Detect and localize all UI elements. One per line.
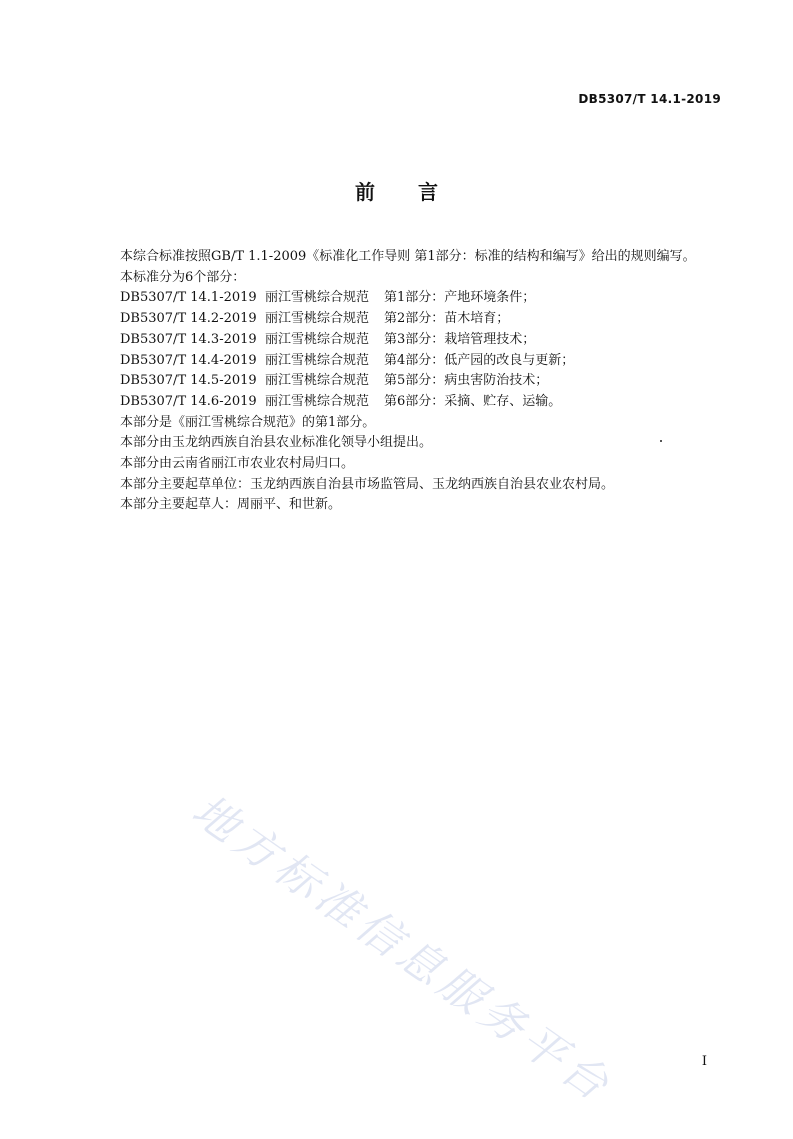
part-code: DB5307/T 14.4-2019 xyxy=(120,352,257,368)
part-series: 丽江雪桃综合规范 xyxy=(265,373,370,389)
page-title: 前 言 xyxy=(355,180,456,204)
speck-mark xyxy=(660,440,662,442)
part-code: DB5307/T 14.6-2019 xyxy=(120,393,257,409)
closing-line-drafting-units: 本部分主要起草单位：玉龙纳西族自治县市场监管局、玉龙纳西族自治县农业农村局。 xyxy=(120,476,615,492)
intro-line: 本综合标准按照GB/T 1.1-2009《标准化工作导则 第1部分：标准的结构和编写》给出的规则编写。 xyxy=(120,249,696,264)
part-row xyxy=(120,330,740,351)
part-series: 丽江雪桃综合规范 xyxy=(265,352,370,368)
part-row xyxy=(120,351,740,372)
part-row xyxy=(120,288,740,309)
part-series: 丽江雪桃综合规范 xyxy=(265,393,370,409)
parts-intro: 本标准分为6个部分： xyxy=(120,269,246,285)
standard-code: DB5307/T 14.1-2019 xyxy=(578,92,721,106)
closing-line-proposed-by: 本部分由玉龙纳西族自治县农业标准化领导小组提出。 xyxy=(120,435,433,451)
part-title: 第4部分：低产园的改良与更新； xyxy=(384,352,575,368)
part-title: 第6部分：采摘、贮存、运输。 xyxy=(384,393,562,409)
part-title: 第3部分：栽培管理技术； xyxy=(384,331,536,347)
part-series: 丽江雪桃综合规范 xyxy=(265,311,370,327)
part-title: 第1部分：产地环境条件； xyxy=(384,290,536,306)
closing-line-drafters: 本部分主要起草人：周丽平、和世新。 xyxy=(120,497,342,513)
part-title: 第2部分：苗木培育； xyxy=(384,311,510,327)
part-code: DB5307/T 14.3-2019 xyxy=(120,331,257,347)
part-series: 丽江雪桃综合规范 xyxy=(265,290,370,306)
watermark: 地方标准信息服务平台 xyxy=(182,784,622,1114)
part-row xyxy=(120,392,740,413)
closing-line-centralized-by: 本部分由云南省丽江市农业农村局归口。 xyxy=(120,456,355,472)
part-code: DB5307/T 14.2-2019 xyxy=(120,311,257,327)
closing-line-part-of: 本部分是《丽江雪桃综合规范》的第1部分。 xyxy=(120,414,376,430)
part-title: 第5部分：病虫害防治技术； xyxy=(384,373,549,389)
part-code: DB5307/T 14.1-2019 xyxy=(120,290,257,306)
foreword-body xyxy=(120,247,740,516)
part-row xyxy=(120,309,740,330)
page-number: I xyxy=(701,1054,707,1069)
part-code: DB5307/T 14.5-2019 xyxy=(120,373,257,389)
part-row xyxy=(120,371,740,392)
part-series: 丽江雪桃综合规范 xyxy=(265,331,370,347)
